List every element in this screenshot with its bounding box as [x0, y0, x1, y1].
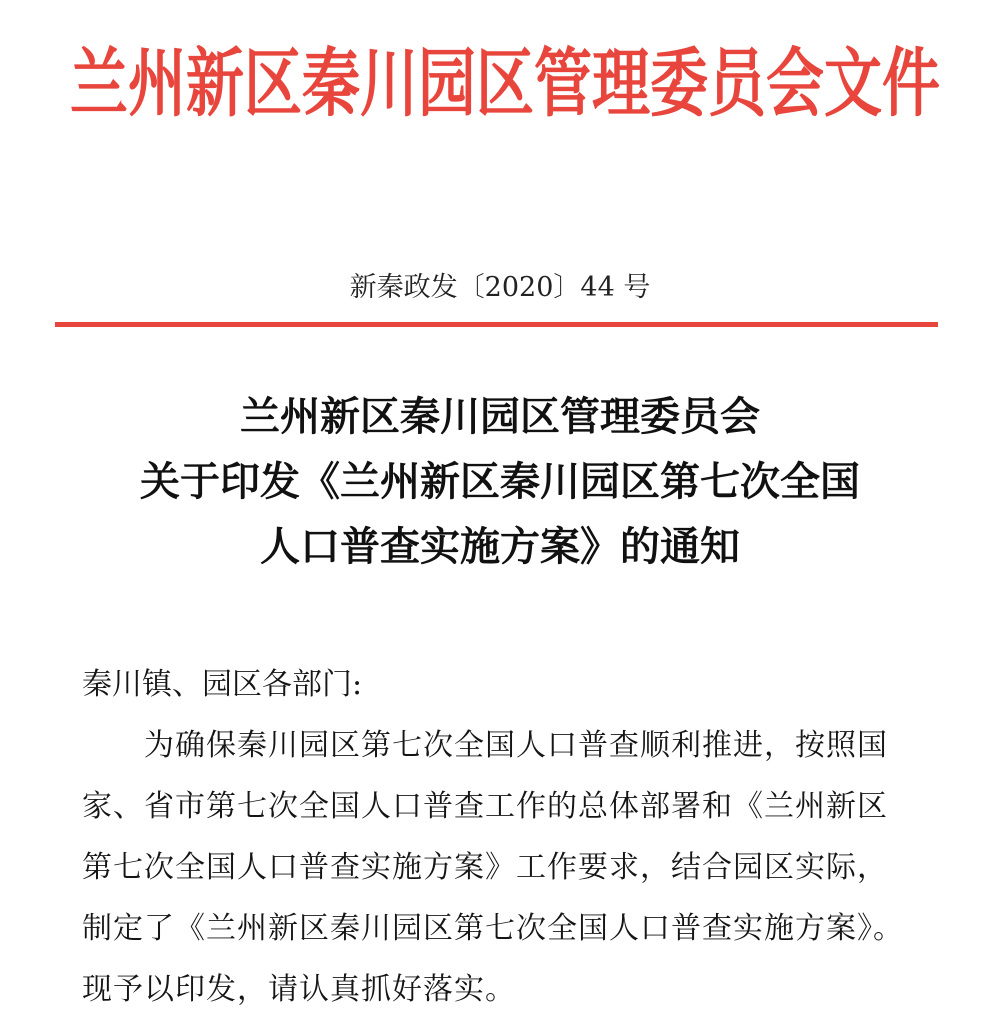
red-divider-line	[55, 322, 938, 327]
title-line-2: 关于印发《兰州新区秦川园区第七次全国	[140, 458, 860, 505]
paragraph-line-4: 制定了《兰州新区秦川园区第七次全国人口普查实施方案》。	[82, 911, 904, 946]
title-line-1: 兰州新区秦川园区管理委员会	[240, 393, 760, 440]
document-title	[0, 384, 1000, 579]
document-body	[82, 654, 932, 1020]
document-masthead: 兰州新区秦川园区管理委员会文件	[70, 40, 941, 128]
document-number: 新秦政发〔2020〕44 号	[349, 272, 651, 303]
title-line-3: 人口普查实施方案》的通知	[260, 523, 740, 570]
paragraph-line-5: 现予以印发，请认真抓好落实。	[82, 972, 516, 1007]
paragraph-line-1: 为确保秦川园区第七次全国人口普查顺利推进，按照国	[144, 728, 888, 763]
paragraph-line-3: 第七次全国人口普查实施方案》工作要求，结合园区实际，	[82, 850, 888, 885]
salutation: 秦川镇、园区各部门:	[82, 667, 363, 702]
paragraph-line-2: 家、省市第七次全国人口普查工作的总体部署和《兰州新区	[82, 789, 888, 824]
